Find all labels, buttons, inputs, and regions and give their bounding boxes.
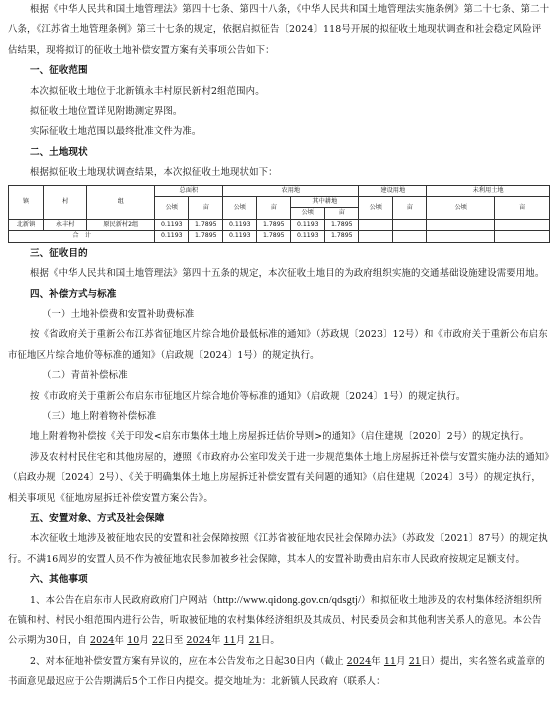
table-row xyxy=(9,219,550,230)
cell-empty xyxy=(393,219,427,230)
section-4-heading: 四、补偿方式与标准 xyxy=(30,288,117,300)
cell-value: 1.7895 xyxy=(257,219,291,230)
cell-value: 1.7895 xyxy=(257,231,291,242)
unit-hectare: 公顷 xyxy=(359,197,393,220)
date-field: 10 xyxy=(127,635,140,647)
cell-village: 永丰村 xyxy=(44,219,87,230)
section-4-paragraph: 按《市政府关于重新公布启东市征地区片综合地价等标准的通知》（启政规〔2024〕1号）的规定执行。 xyxy=(30,390,466,402)
text-run: 年 xyxy=(211,635,221,647)
cell-group: 原民新村2组 xyxy=(87,219,155,230)
section-4-paragraph: 地上附着物补偿按《关于印发<启东市集体土地上房屋拆迁估价导则>的通知》（启住建规〔2020〕2号）的规定执行。 xyxy=(30,431,530,443)
text-run: ）和拟征收土地涉及的农村集体经济组织所在镇和村、村民小组范围内进行公告，听取被征地的农村集体经济组织及其成员、村民委员会和其他利害关系人的意见。本公告公示期为30日，自 xyxy=(8,594,543,647)
unit-mu: 亩 xyxy=(189,197,223,220)
text-run: 月 xyxy=(235,635,246,647)
section-2-intro: 根据拟征收土地现状调查结果，本次拟征收土地现状如下： xyxy=(30,167,278,179)
header-agricultural-land: 农用地 xyxy=(223,185,359,196)
cell-value: 0.1193 xyxy=(223,231,257,242)
unit-hectare: 公顷 xyxy=(427,197,495,220)
cell-empty xyxy=(427,231,495,242)
section-1-heading: 一、征收范围 xyxy=(30,65,88,77)
date-field: 21 xyxy=(248,635,261,647)
cell-empty xyxy=(393,231,427,242)
unit-mu: 亩 xyxy=(325,208,359,219)
unit-mu: 亩 xyxy=(393,197,427,220)
header-arable-land: 其中耕地 xyxy=(291,197,359,208)
section-2-heading: 二、土地现状 xyxy=(30,146,88,158)
header-construction-land: 建设用地 xyxy=(359,185,427,196)
section-5-paragraph: 本次征收土地涉及被征地农民的安置和社会保障按照《江苏省被征地农民社会保障办法》（苏政发〔2021〕87号）的规定执行。不满16周岁的安置人员不作为被征地农民参加被乡社会保障，其本人的安置补助费由启东市人民政府按规定足额支付。 xyxy=(8,533,548,565)
text-run: 日至 xyxy=(164,635,184,647)
cell-value: 0.1193 xyxy=(291,231,325,242)
cell-value: 1.7895 xyxy=(325,231,359,242)
section-4-subheading: （一）土地补偿费和安置补助费标准 xyxy=(42,308,195,320)
unit-mu: 亩 xyxy=(495,197,550,220)
cell-value: 1.7895 xyxy=(189,219,223,230)
section-3-paragraph: 根据《中华人民共和国土地管理法》第四十五条的规定，本次征收土地目的为政府组织实施的交通基础设施建设需要用地。 xyxy=(30,268,545,280)
cell-empty xyxy=(359,219,393,230)
cell-value: 1.7895 xyxy=(325,219,359,230)
intro-paragraph: 根据《中华人民共和国土地管理法》第四十七条、第四十八条，《中华人民共和国土地管理法实施条例》第二十七条、第二十八条，《江苏省土地管理条例》第三十七条的规定，依据启拟征告〔2024〕118号开展的拟征收土地现状调查和社会稳定风险评估结果，现将拟订的征收土地补偿安置方案有关事项公告如下： xyxy=(8,4,550,56)
cell-value: 0.1193 xyxy=(155,231,189,242)
text-run: 2、对本征地补偿安置方案有异议的，应在本公告发布之日起30日内（截止 xyxy=(30,655,344,667)
section-1-paragraph: 本次拟征收土地位于北新镇永丰村原民新村2组范围内。 xyxy=(30,85,265,97)
unit-hectare: 公顷 xyxy=(155,197,189,220)
text-run: 日。 xyxy=(260,635,280,647)
section-1-paragraph: 实际征收土地范围以最终批准文件为准。 xyxy=(30,126,202,138)
text-run: 实名签名或盖章的书面意见最迟应于公告期满后5个工作日内提交。提交地址为：北新镇人民政府（联系人： xyxy=(8,655,545,688)
date-field: 11 xyxy=(383,655,397,667)
cell-town: 北新镇 xyxy=(9,219,44,230)
table-row-total xyxy=(9,231,550,242)
section-6-paragraph-2 xyxy=(8,652,550,693)
section-4-paragraph: 涉及农村村民住宅和其他房屋的，遵照《市政府办公室印发关于进一步规范集体土地上房屋拆迁补偿与安置实施办法的通知》（启政办规〔2024〕2号）、《关于明确集体土地上房屋拆迁补偿安置有关问题的通知》（启住建规〔2024〕3号）的规定执行，相关事项见《征地房屋拆迁补偿安置方案公告》。 xyxy=(8,451,550,504)
date-field: 2024 xyxy=(186,635,211,647)
cell-empty xyxy=(359,231,393,242)
land-status-table xyxy=(8,185,550,243)
portal-link[interactable]: http://www.qidong.gov.cn/qdsgtj/ xyxy=(217,594,362,606)
section-3-heading: 三、征收目的 xyxy=(30,247,88,259)
header-town: 镇 xyxy=(9,185,44,219)
cell-total-label: 合 计 xyxy=(9,231,155,242)
unit-hectare: 公顷 xyxy=(223,197,257,220)
date-field: 11 xyxy=(223,635,236,647)
header-village: 村 xyxy=(44,185,87,219)
section-4-paragraph: 按《省政府关于重新公布江苏省征地区片综合地价最低标准的通知》（苏政规〔2023〕12号）和《市政府关于重新公布启东市征地区片综合地价等标准的通知》（启政规〔2024〕1号）的规定执行。 xyxy=(8,329,548,361)
text-run: 日）提出， xyxy=(421,655,469,667)
date-field: 2024 xyxy=(90,635,115,647)
cell-value: 0.1193 xyxy=(291,219,325,230)
unit-mu: 亩 xyxy=(257,197,291,220)
section-1-paragraph: 拟征收土地位置详见附勘测定界图。 xyxy=(30,106,183,118)
unit-hectare: 公顷 xyxy=(291,208,325,219)
section-4-subheading: （三）地上附着物补偿标准 xyxy=(42,410,157,422)
section-6-heading: 六、其他事项 xyxy=(30,574,88,586)
text-run: 月 xyxy=(139,635,149,647)
section-5-heading: 五、安置对象、方式及社会保障 xyxy=(30,512,165,524)
cell-value: 0.1193 xyxy=(155,219,189,230)
header-total-area: 总面积 xyxy=(155,185,223,196)
section-4-subheading: （二）青苗补偿标准 xyxy=(42,370,128,382)
cell-value: 1.7895 xyxy=(189,231,223,242)
cell-value: 0.1193 xyxy=(223,219,257,230)
header-group: 组 xyxy=(87,185,155,219)
cell-empty xyxy=(495,231,550,242)
cell-empty xyxy=(427,219,495,230)
date-field: 21 xyxy=(408,655,422,667)
text-run: 年 xyxy=(114,635,125,647)
cell-empty xyxy=(495,219,550,230)
date-field: 22 xyxy=(152,635,165,647)
text-run: 月 xyxy=(396,655,406,667)
header-unused-land: 未利用土地 xyxy=(427,185,550,196)
section-6-paragraph-1 xyxy=(8,591,550,652)
text-run: 1、本公告在启东市人民政府政府门户网站（ xyxy=(30,594,218,606)
date-field: 2024 xyxy=(346,655,372,667)
text-run: 年 xyxy=(371,655,381,667)
